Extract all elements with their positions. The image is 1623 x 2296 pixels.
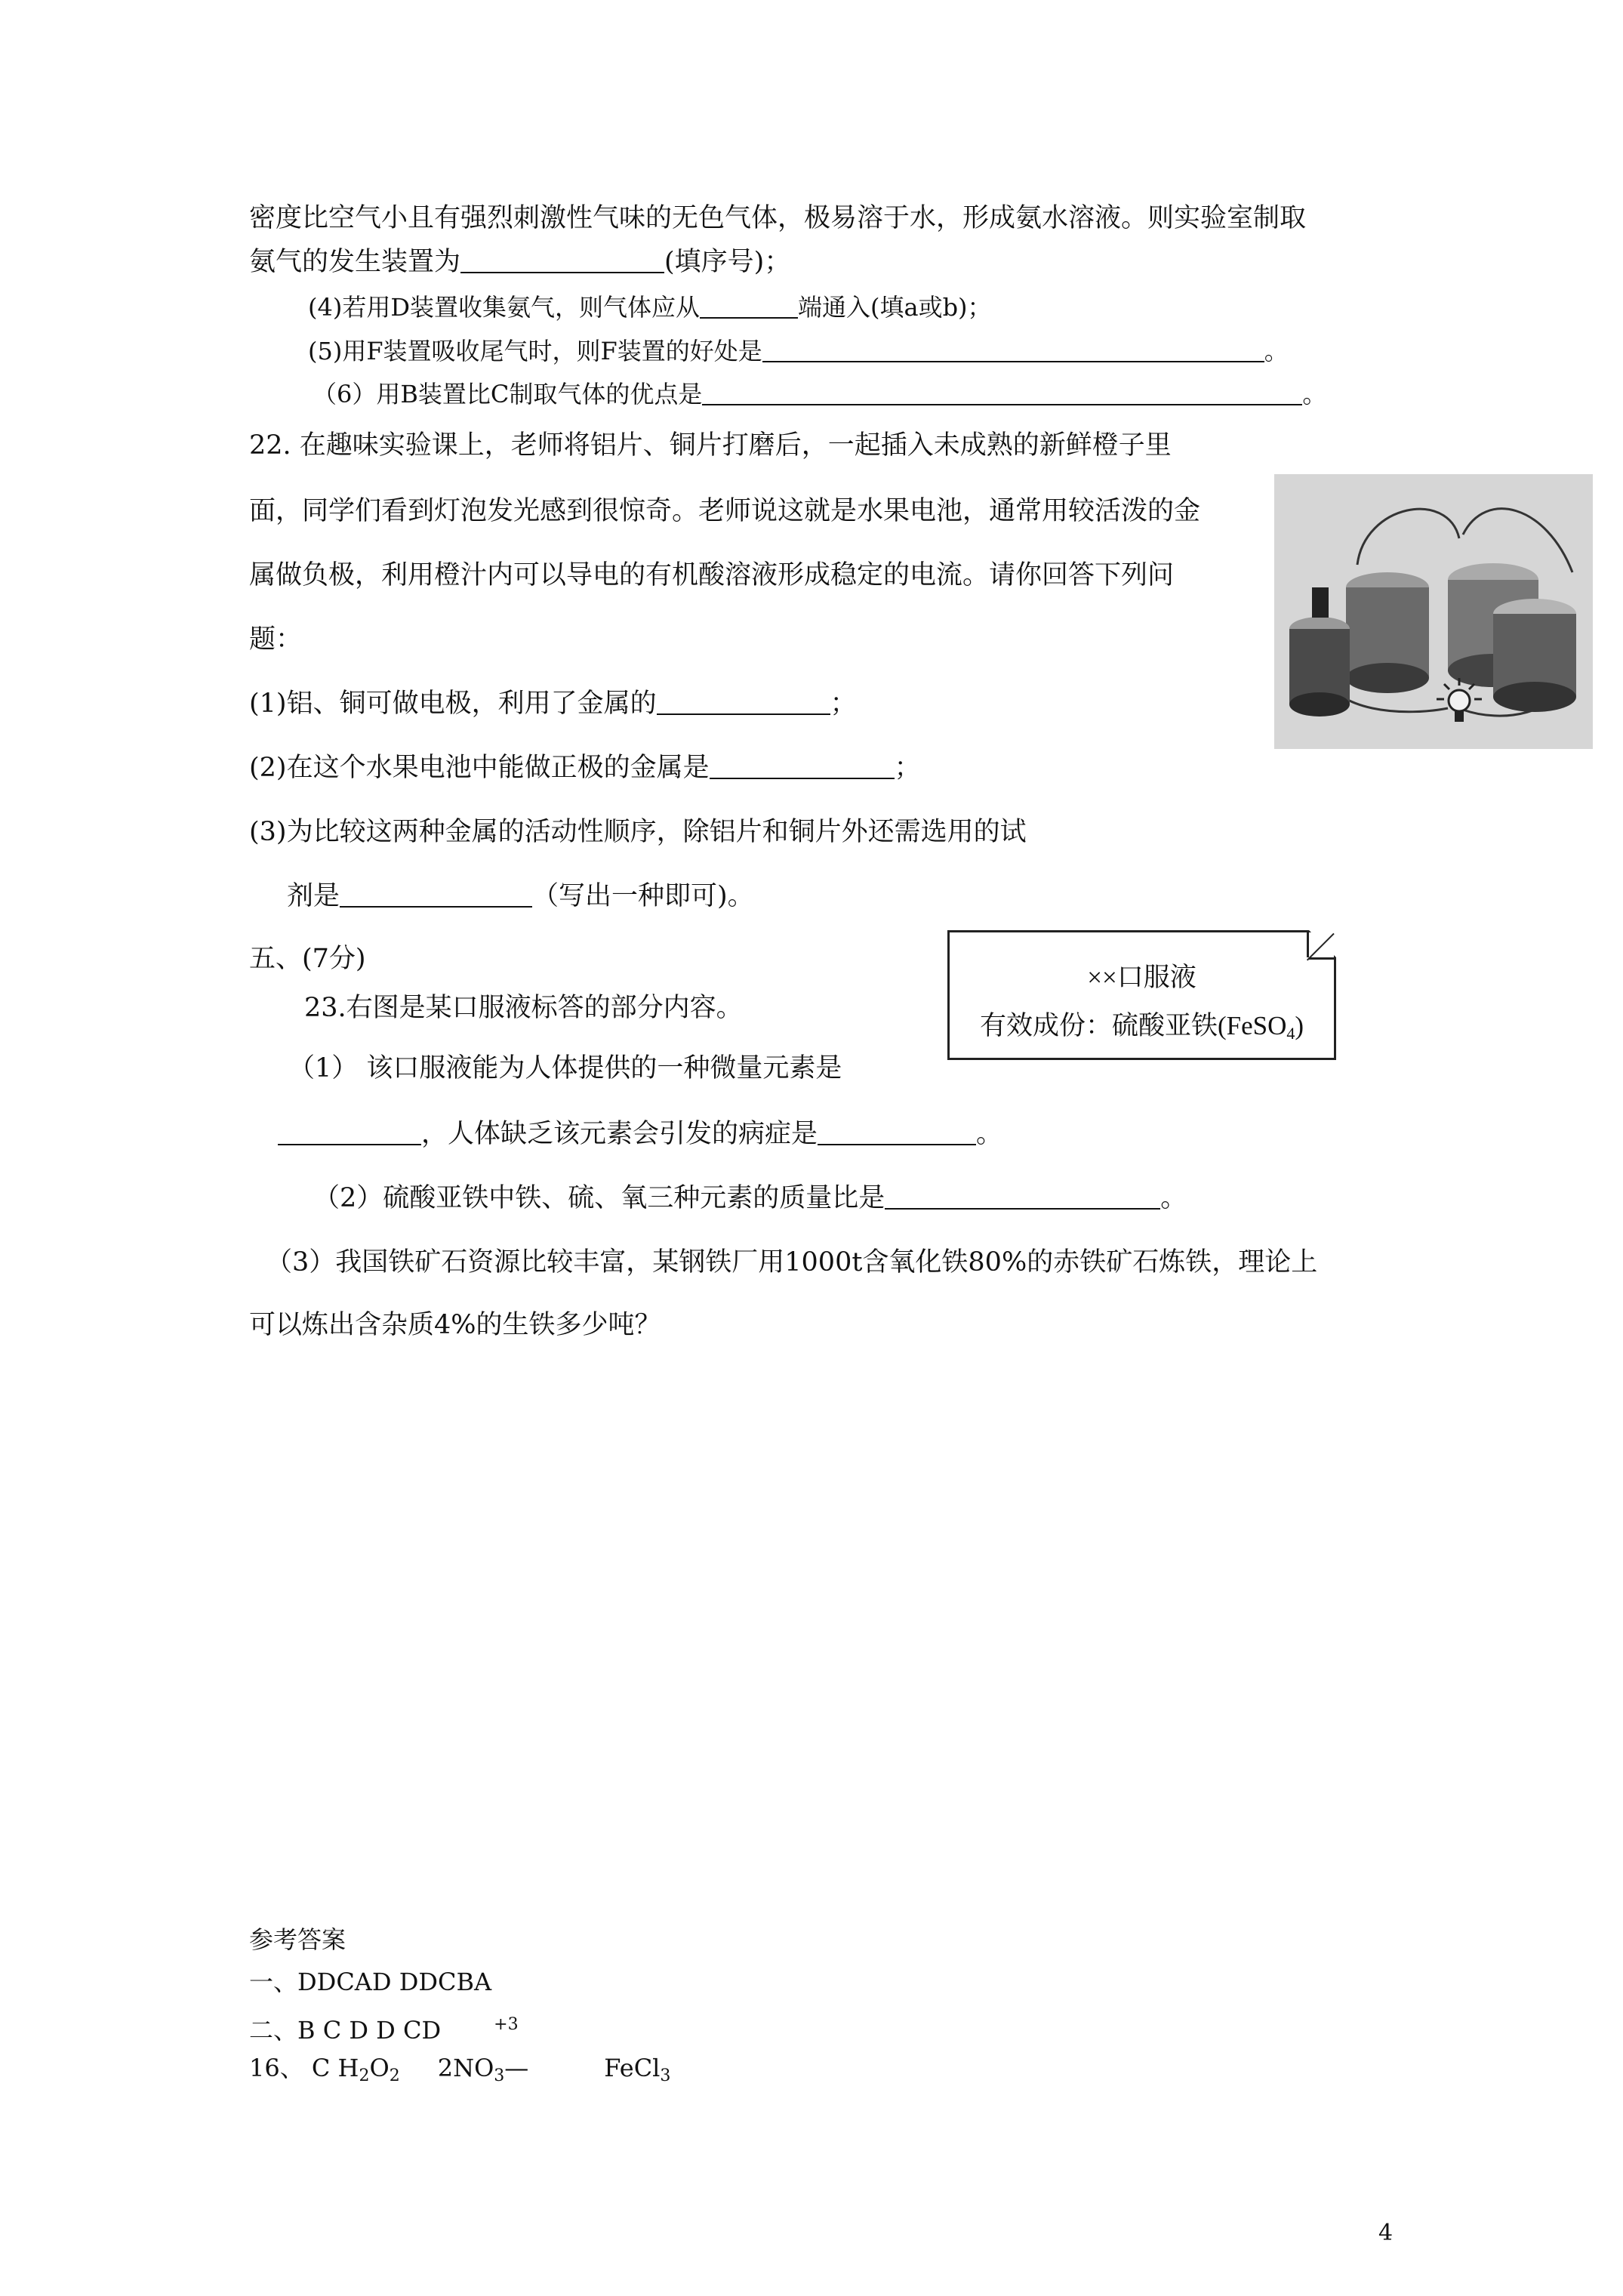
fecl3-formula: FeCl [604,2054,661,2082]
q22-part3: (3)为比较这两种金属的活动性顺序，除铝片和铜片外还需选用的试 [249,817,1027,847]
answers-line2 [249,2008,519,2047]
q21-line2-suffix: (填序号)； [664,247,791,277]
q21-part5-text: (5)用F装置吸收尾气时，则F装置的好处是 [308,337,762,365]
q22-part3-cont-text: 剂是 [287,881,340,911]
label-ingredient [950,1005,1334,1043]
blank-mass-ratio[interactable] [885,1182,1160,1210]
q21-continuation-line2 [249,245,790,279]
q23-part3-line1: （3）我国铁矿石资源比较丰富，某钢铁厂用1000t含氧化铁80%的赤铁矿石炼铁，理论上 [266,1247,1318,1277]
q23-part3-line2: 可以炼出含杂质4%的生铁多少吨？ [249,1310,661,1340]
h2o2-subscript-1: 2 [359,2066,370,2085]
answers-line2-text: 二、B C D D CD [249,2016,442,2045]
answers-line3 [249,2051,670,2093]
q21-part4-suffix: 端通入(填a或b)； [798,293,992,322]
q23-part2 [313,1182,1187,1215]
blank-positive-electrode[interactable] [710,752,895,779]
q22-part3-cont [287,880,754,913]
page-number: 4 [1378,2220,1394,2246]
label-ingredient-close: ) [1295,1011,1304,1040]
answers-line3-prefix: 16、 C H [249,2054,359,2082]
blank-metal-property[interactable] [657,688,830,715]
q23-part2-suffix: 。 [1160,1183,1187,1213]
fruit-battery-photo [1274,474,1593,749]
nitrate-subscript: 3 [494,2066,505,2085]
q21-part6-text: （6）用B装置比C制取气体的优点是 [313,380,703,408]
q21-part5 [308,334,1289,368]
label-title: ××口服液 [1087,963,1196,992]
blank-b-advantage[interactable] [702,378,1302,405]
q21-part4 [308,291,992,324]
fruit-battery-illustration [1274,474,1593,749]
blank-generation-device[interactable] [460,246,664,273]
label-ingredient-text: 有效成份：硫酸亚铁(FeSO [979,1011,1287,1040]
answers-line2-superscript: +3 [494,2015,519,2034]
q21-part5-suffix: 。 [1264,337,1289,365]
label-ingredient-subscript: 4 [1286,1024,1295,1043]
q22-part2-text: (2)在这个水果电池中能做正极的金属是 [249,753,710,783]
q21-part4-text: (4)若用D装置收集氨气，则气体应从 [308,293,700,322]
q23-part2-text: （2）硫酸亚铁中铁、硫、氧三种元素的质量比是 [313,1183,885,1213]
q21-line2-text: 氨气的发生装置为 [249,247,461,277]
q22-part3-cont-suffix: （写出一种即可)。 [532,881,754,911]
q22-part1-text: (1)铝、铜可做电极，利用了金属的 [249,689,657,719]
nitrate-formula: 2NO [437,2054,494,2082]
q23-part1: （1） 该口服液能为人体提供的一种微量元素是 [288,1053,842,1083]
q22-line4: 题： [249,624,303,655]
q22-part1-suffix: ； [830,689,857,719]
q23-part1-cont-suffix: 。 [976,1119,1003,1149]
q22-part1 [249,687,857,720]
nitrate-charge: — [504,2054,529,2082]
fecl3-subscript: 3 [660,2066,671,2085]
q21-part6 [313,378,1326,411]
q23-intro: 23.右图是某口服液标答的部分内容。 [304,993,743,1023]
blank-disease[interactable] [818,1118,976,1145]
q22-line3: 属做负极，利用橙汁内可以导电的有机酸溶液形成稳定的电流。请你回答下列问 [249,560,1175,590]
label-fold-edge [1307,930,1309,957]
q22-part2 [249,751,921,784]
blank-f-advantage[interactable] [762,335,1264,362]
blank-gas-inlet[interactable] [700,291,798,319]
q23-part1-cont-text: ，人体缺乏该元素会引发的病症是 [421,1119,818,1149]
q21-continuation-line1: 密度比空气小且有强烈刺激性气味的无色气体，极易溶于水，形成氨水溶液。则实验室制取 [249,203,1307,233]
h2o2-oxygen: O [369,2054,390,2082]
q22-part2-suffix: ； [894,753,921,783]
answers-heading: 参考答案 [249,1925,346,1954]
q23-part1-cont [278,1117,1002,1151]
section-5-heading: 五、(7分) [249,944,366,974]
h2o2-subscript-2: 2 [389,2066,400,2085]
answers-line1: 一、DDCAD DDCBA [249,1968,492,1996]
blank-reagent[interactable] [340,880,532,908]
q21-part6-suffix: 。 [1302,380,1327,408]
blank-trace-element[interactable] [278,1118,421,1145]
q22-line2: 面，同学们看到灯泡发光感到很惊奇。老师说这就是水果电池，通常用较活泼的金 [249,496,1201,526]
oral-liquid-label [947,930,1336,1060]
q22-line1: 22. 在趣味实验课上，老师将铝片、铜片打磨后，一起插入未成熟的新鲜橙子里 [249,430,1172,461]
